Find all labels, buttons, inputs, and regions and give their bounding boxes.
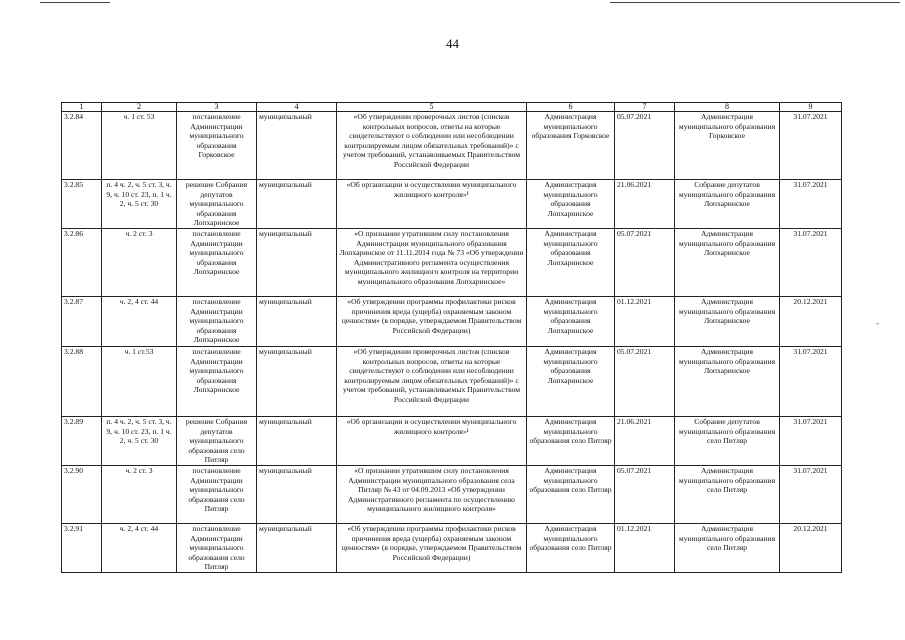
adopting-body: Администрация муниципального образования Лопхаринское [675, 296, 780, 346]
col-header-5: 5 [337, 103, 527, 112]
legal-basis: ч. 1 ст. 53 [102, 112, 177, 180]
development-date: 01.12.2021 [615, 523, 675, 572]
header-row [62, 103, 842, 112]
document-type: постановление Администрации муниципального образования село Питляр [177, 465, 257, 523]
legal-basis: п. 4 ч. 2, ч. 5 ст. 3, ч. 9, ч. 10 ст. 23, п. 1 ч. 2, ч. 5 ст. 30 [102, 180, 177, 229]
act-level: муниципальный [257, 465, 337, 523]
act-level: муниципальный [257, 346, 337, 416]
legal-basis: ч. 2, 4 ст. 44 [102, 523, 177, 572]
developer: Администрация муниципального образования Лопхаринское [527, 296, 615, 346]
act-title: «Об организации и осуществлении муниципального жилищного контроля»¹ [337, 180, 527, 229]
row-number: 3.2.89 [62, 416, 102, 465]
act-title: «Об утверждении проверочных листов (списков контрольных вопросов, ответы на которые свидетельствуют о соблюдении или несоблюдении контролируемым лицом обязательных требований)» с учетом требований, устанавливаемых Правительством Российской Федерации [337, 112, 527, 180]
act-title: «Об утверждении программы профилактики рисков причинения вреда (ущерба) охраняемым законом ценностям» (в порядке, утверждаемом Правительством Российской Федерации) [337, 296, 527, 346]
table-row [62, 296, 842, 346]
row-number: 3.2.90 [62, 465, 102, 523]
document-type: решение Собрания депутатов муниципального образования Лопхаринское [177, 180, 257, 229]
row-number: 3.2.88 [62, 346, 102, 416]
row-number: 3.2.86 [62, 228, 102, 296]
adoption-date: 20.12.2021 [780, 523, 842, 572]
row-number: 3.2.91 [62, 523, 102, 572]
legal-basis: п. 4 ч. 2, ч. 5 ст. 3, ч. 9, ч. 10 ст. 23, п. 1 ч. 2, ч. 5 ст. 30 [102, 416, 177, 465]
adopting-body: Администрация муниципального образования Лопхаринское [675, 346, 780, 416]
developer: Администрация муниципального образования село Питляр [527, 465, 615, 523]
col-header-4: 4 [257, 103, 337, 112]
adoption-date: 31.07.2021 [780, 112, 842, 180]
development-date: 05.07.2021 [615, 465, 675, 523]
act-level: муниципальный [257, 416, 337, 465]
top-rule-right [610, 2, 900, 3]
developer: Администрация муниципального образования Лопхаринское [527, 346, 615, 416]
development-date: 01.12.2021 [615, 296, 675, 346]
act-title: «О признании утратившим силу постановления Администрации муниципального образования села Питляр № 43 от 04.09.2013 «Об утверждении Административного регламента по осуществлению муниципального жилищного контроля» [337, 465, 527, 523]
legal-basis: ч. 2 ст. 3 [102, 465, 177, 523]
adopting-body: Администрация муниципального образования Горковское [675, 112, 780, 180]
col-header-1: 1 [62, 103, 102, 112]
adoption-date: 20.12.2021 [780, 296, 842, 346]
document-type: постановление Администрации муниципального образования Лопхаринское [177, 228, 257, 296]
development-date: 21.06.2021 [615, 180, 675, 229]
adopting-body: Собрание депутатов муниципального образования село Питляр [675, 416, 780, 465]
table-row [62, 523, 842, 572]
act-title: «О признании утратившим силу постановления Администрации муниципального образования Лопхаринское от 11.11.2014 года № 73 «Об утверждении Административного регламента осуществления муниципального жилищного контроля на территории муниципального образования Лопхаринское» [337, 228, 527, 296]
act-level: муниципальный [257, 112, 337, 180]
act-level: муниципальный [257, 180, 337, 229]
table-row [62, 465, 842, 523]
table-row [62, 416, 842, 465]
document-type: постановление Администрации муниципального образования Лопхаринское [177, 296, 257, 346]
row-number: 3.2.87 [62, 296, 102, 346]
developer: Администрация муниципального образования Лопхаринское [527, 228, 615, 296]
row-number: 3.2.85 [62, 180, 102, 229]
col-header-8: 8 [675, 103, 780, 112]
col-header-2: 2 [102, 103, 177, 112]
act-level: муниципальный [257, 296, 337, 346]
table-row [62, 180, 842, 229]
legal-basis: ч. 2, 4 ст. 44 [102, 296, 177, 346]
adoption-date: 31.07.2021 [780, 416, 842, 465]
table-row [62, 112, 842, 180]
developer: Администрация муниципального образования Горковское [527, 112, 615, 180]
adoption-date: 31.07.2021 [780, 180, 842, 229]
legal-basis: ч. 2 ст. 3 [102, 228, 177, 296]
adoption-date: 31.07.2021 [780, 228, 842, 296]
table-row [62, 346, 842, 416]
adopting-body: Собрание депутатов муниципального образования Лопхаринское [675, 180, 780, 229]
adoption-date: 31.07.2021 [780, 465, 842, 523]
adopting-body: Администрация муниципального образования село Питляр [675, 465, 780, 523]
margin-mark: - [876, 318, 879, 328]
document-type: решение Собрания депутатов муниципального образования село Питляр [177, 416, 257, 465]
developer: Администрация муниципального образования село Питляр [527, 416, 615, 465]
col-header-9: 9 [780, 103, 842, 112]
col-header-7: 7 [615, 103, 675, 112]
development-date: 05.07.2021 [615, 228, 675, 296]
page-number: 44 [446, 36, 459, 51]
adopting-body: Администрация муниципального образования Лопхаринское [675, 228, 780, 296]
top-rule-left [40, 2, 110, 3]
development-date: 05.07.2021 [615, 112, 675, 180]
document-type: постановление Администрации муниципального образования Лопхаринское [177, 346, 257, 416]
row-number: 3.2.84 [62, 112, 102, 180]
development-date: 05.07.2021 [615, 346, 675, 416]
adopting-body: Администрация муниципального образования село Питляр [675, 523, 780, 572]
development-date: 21.06.2021 [615, 416, 675, 465]
register-table [61, 102, 842, 573]
document-type: постановление Администрации муниципального образования село Питляр [177, 523, 257, 572]
developer: Администрация муниципального образования Лопхаринское [527, 180, 615, 229]
table-row [62, 228, 842, 296]
act-title: «Об утверждении программы профилактики рисков причинения вреда (ущерба) охраняемым законом ценностям» (в порядке, утверждаемом Правительством Российской Федерации) [337, 523, 527, 572]
document-type: постановление Администрации муниципального образования Горковское [177, 112, 257, 180]
act-level: муниципальный [257, 228, 337, 296]
developer: Администрация муниципального образования село Питляр [527, 523, 615, 572]
legal-basis: ч. 1 ст.53 [102, 346, 177, 416]
col-header-3: 3 [177, 103, 257, 112]
col-header-6: 6 [527, 103, 615, 112]
act-title: «Об утверждении проверочных листов (списков контрольных вопросов, ответы на которые свидетельствуют о соблюдении или несоблюдении контролируемым лицом обязательных требований)» с учетом требований, устанавливаемых Правительством Российской Федерации [337, 346, 527, 416]
act-level: муниципальный [257, 523, 337, 572]
act-title: «Об организации и осуществлении муниципального жилищного контроля»¹ [337, 416, 527, 465]
adoption-date: 31.07.2021 [780, 346, 842, 416]
